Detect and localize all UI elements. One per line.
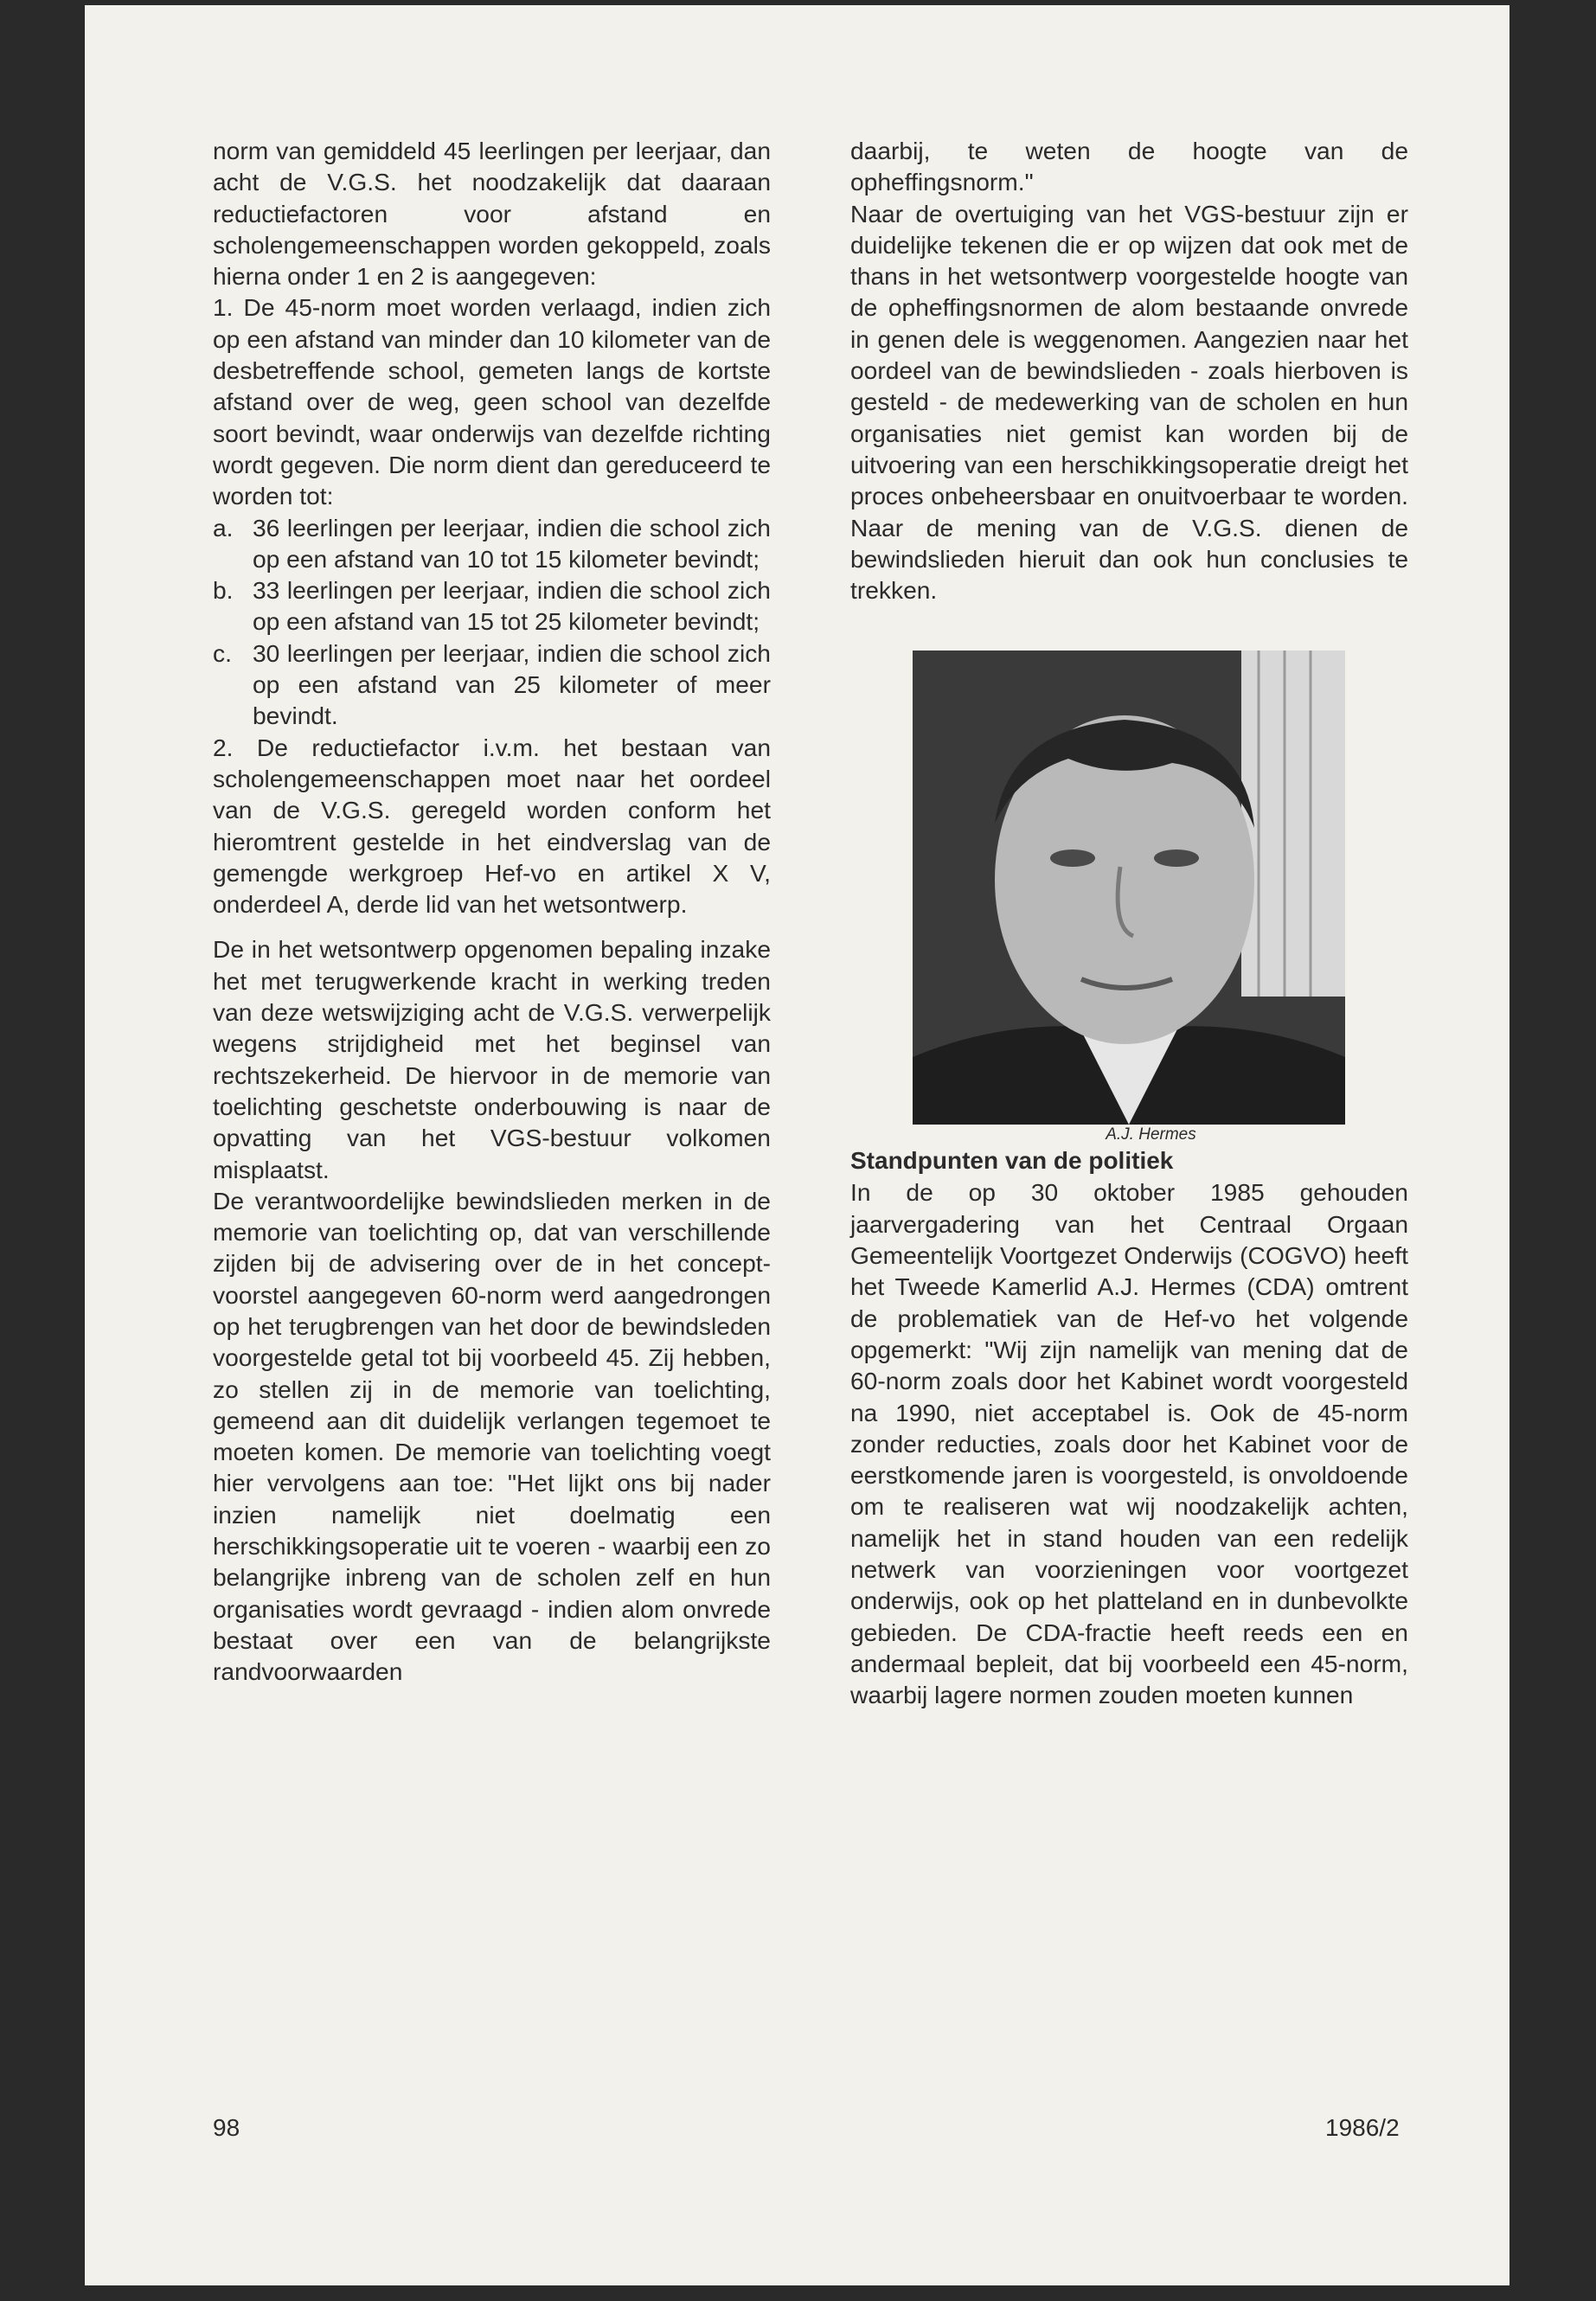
list-item-text: 30 leerlingen per leerjaar, indien die school zich op een afstand van 25 kilometer of meer bevindt. bbox=[253, 638, 771, 730]
list-item-marker: a. bbox=[213, 513, 234, 542]
vgs-conviction-paragraph: Naar de overtuiging van het VGS-bestuur zijn er duidelijke tekenen die er op wijzen dat ook met de thans in het wetsontwerp voorgestelde hoogte van de opheffingsnormen de alom bestaande onvrede in genen dele is weggenomen. Aangezien naar het oordeel van de bewindslieden - zoals hierboven is gesteld - de medewerking van de scholen en hun organisaties niet gemist kan worden bij de uitvoering van een herschikkingsoperatie dreigt het proces onbeheersbaar en onuitvoerbaar te worden. Naar de mening van de V.G.S. dienen de bewindslieden hieruit dan ook hun conclusies te trekken. bbox=[850, 199, 1408, 605]
right-column bbox=[850, 135, 1408, 1711]
distance-reduction-list bbox=[213, 512, 771, 732]
page-number: 98 bbox=[213, 2114, 240, 2141]
continuation-paragraph: daarbij, te weten de hoogte van de opheffingsnorm." bbox=[850, 137, 1408, 196]
list-item bbox=[213, 512, 771, 575]
list-item-text: 33 leerlingen per leerjaar, indien die school zich op een afstand van 15 tot 25 kilometer bevindt; bbox=[253, 576, 771, 636]
issue-number: 1986/2 bbox=[1325, 2114, 1400, 2141]
portrait-illustration bbox=[913, 651, 1345, 1125]
cogvo-paragraph: In de op 30 oktober 1985 gehouden jaarvergadering van het Centraal Orgaan Gemeentelijk Voortgezet Onderwijs (COGVO) heeft het Tweede Kamerlid A.J. Hermes (CDA) omtrent de problematiek van de Hef-vo het volgende opgemerkt: "Wij zijn namelijk van mening dat de 60-norm zoals door het Kabinet wordt voorgesteld na 1990, niet acceptabel is. Ook de 45-norm zonder reducties, zoals door het Kabinet voor de eerstkomende jaren is voorgesteld, is onvoldoende om te realiseren wat wij noodzakelijk achten, namelijk het in stand houden van een redelijk netwerk van voorzieningen voor voortgezet onderwijs, ook op het platteland en in dunbevolkte gebieden. De CDA-fractie heeft reeds een en andermaal bepleit, dat bij voorbeeld een 45-norm, waarbij lagere normen zouden moeten kunnen bbox=[850, 1178, 1408, 1709]
point-1-paragraph: 1. De 45-norm moet worden verlaagd, indien zich op een afstand van minder dan 10 kilometer van de desbetreffende school, gemeten langs de kortste afstand over de weg, geen school van dezelfde soort bevindt, waar onderwijs van dezelfde richting wordt gegeven. Die norm dient dan gereduceerd te worden tot: bbox=[213, 293, 771, 510]
retroactive-paragraph: De in het wetsontwerp opgenomen bepaling inzake het met terugwerkende kracht in werking treden van deze wetswijziging acht de V.G.S. verwerpelijk wegens strijdigheid met het beginsel van rechtszekerheid. De hiervoor in de memorie van toelichting geschetste onderbouwing is naar de opvatting van het VGS-bestuur volkomen misplaatst. bbox=[213, 935, 771, 1183]
intro-paragraph: norm van gemiddeld 45 leerlingen per leerjaar, dan acht de V.G.S. het noodzakelijk dat daaraan reductiefactoren voor afstand en scholengemeenschappen worden gekoppeld, zoals hierna onder 1 en 2 is aangegeven: bbox=[213, 137, 771, 291]
list-item-marker: b. bbox=[213, 576, 234, 605]
photo-caption: A.J. Hermes bbox=[1106, 1125, 1196, 1144]
section-heading: Standpunten van de politiek bbox=[850, 1147, 1174, 1175]
point-2-paragraph: 2. De reductiefactor i.v.m. het bestaan van scholengemeenschappen moet naar het oordeel van de V.G.S. geregeld worden conform het hieromtrent gestelde in het eindverslag van de gemengde werkgroep Hef-vo en artikel X V, onderdeel A, derde lid van het wetsontwerp. bbox=[213, 733, 771, 919]
portrait-photo bbox=[913, 651, 1345, 1125]
list-item-text: 36 leerlingen per leerjaar, indien die school zich op een afstand van 10 tot 15 kilometer bevindt; bbox=[253, 513, 771, 573]
list-item bbox=[213, 638, 771, 732]
list-item bbox=[213, 574, 771, 638]
document-page bbox=[85, 5, 1509, 2285]
memorie-paragraph: De verantwoordelijke bewindslieden merken in de memorie van toelichting op, dat van verschillende zijden bij de advisering over de in het concept-voorstel aangegeven 60-norm werd aangedrongen op het terugbrengen van het door de bewindsleden voorgestelde getal tot bij voorbeeld 45. Zij hebben, zo stellen zij in de memorie van toelichting, gemeend aan dit duidelijk verlangen tegemoet te moeten komen. De memorie van toelichting voegt hier vervolgens aan toe: "Het lijkt ons bij nader inzien namelijk niet doelmatig een herschikkingsoperatie uit te voeren - waarbij een zo belangrijke inbreng van de scholen zelf en hun organisaties wordt gevraagd - indien alom onvrede bestaat over een van de belangrijkste randvoorwaarden bbox=[213, 1186, 771, 1686]
list-item-marker: c. bbox=[213, 638, 232, 667]
left-column bbox=[213, 135, 771, 1688]
